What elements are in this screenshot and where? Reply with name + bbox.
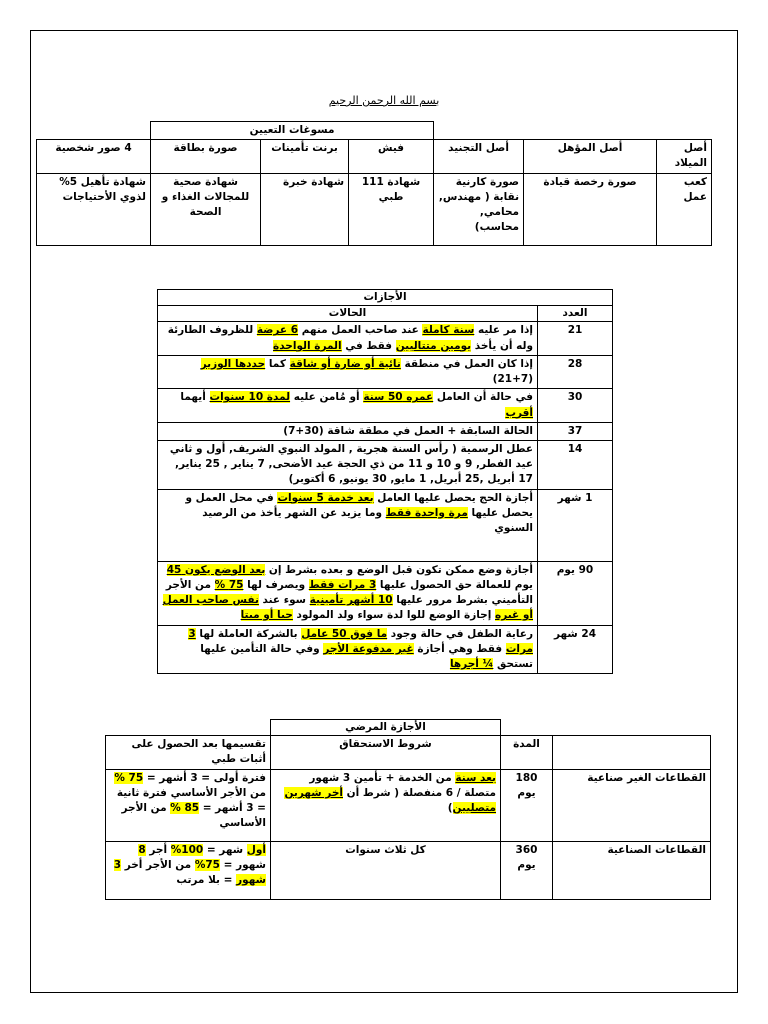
sick-split (106, 841, 271, 899)
text-segment: أو مُامن عليه (290, 391, 364, 404)
leave-row (158, 625, 613, 674)
highlighted-text: يومين متتاليين (395, 339, 472, 352)
highlighted-text: أخر شهرين متصليين (284, 786, 496, 815)
highlighted-text: 75 % (214, 578, 244, 591)
leave-row (158, 389, 613, 422)
leave-count: 30 (538, 389, 613, 422)
doc-cell: صورة كارنية نقابة ( مهندس, محامي, محاسب) (434, 173, 524, 245)
highlighted-text: 8 (138, 843, 146, 856)
leave-description (158, 322, 538, 355)
text-segment: من الأجر أخر (121, 858, 195, 871)
text-segment: رعاية الطفل في حالة وجود (387, 627, 533, 640)
highlighted-text: المرة الواحدة (273, 339, 342, 352)
text-segment: للظروف الطارئة وله أن يأخذ (167, 324, 533, 352)
sick-leave-table (105, 719, 711, 900)
doc-cell: شهادة تأهيل 5% لذوي الأحتياجات (37, 173, 151, 245)
leave-description (158, 625, 538, 674)
text-segment: أجازة وضع ممكن تكون قبل الوضع و بعده بشرط إن (265, 563, 533, 576)
highlighted-text: 6 عرضة (256, 324, 299, 337)
leave-description (158, 489, 538, 561)
doc-cell: شهادة خبرة (261, 173, 349, 245)
doc-cell: 4 صور شخصية (37, 140, 151, 173)
leave-row (158, 422, 613, 440)
leave-row (158, 322, 613, 355)
sick-terms (271, 841, 501, 899)
highlighted-text: بعد خدمة 5 سنوات (277, 491, 374, 504)
text-segment: ويصرف لها (243, 578, 309, 591)
text-segment: بالشركة العاملة لها (195, 627, 302, 640)
text-segment: الحالة السابقة + العمل في مطقة شاقة (30+7) (283, 424, 533, 437)
sick-terms (271, 769, 501, 841)
text-segment: كما (265, 357, 290, 370)
highlighted-text: بعد سنة (455, 771, 496, 784)
doc-cell: أصل الميلاد (657, 140, 712, 173)
leave-description (158, 561, 538, 625)
leave-description (158, 355, 538, 388)
leave-description (158, 389, 538, 422)
appointment-row-certificates (37, 173, 712, 245)
doc-cell: فيش (349, 140, 434, 173)
doc-cell: صورة بطاقة (151, 140, 261, 173)
doc-cell: كعب عمل (657, 173, 712, 245)
highlighted-text: 75% (194, 858, 220, 871)
text-segment: وفي حالة التأمين عليها تستحق (200, 642, 533, 670)
highlighted-text: ¼ أجرها (449, 657, 494, 670)
text-segment: في حالة أن العامل (433, 391, 533, 404)
text-segment: إجازة الوضع للوا لدة سواء ولد المولود (292, 609, 496, 622)
leave-count: 1 شهر (538, 489, 613, 561)
highlighted-text: عمره 50 سنة (363, 391, 434, 404)
leave-count: 21 (538, 322, 613, 355)
text-segment: ) (447, 802, 453, 815)
leave-row (158, 561, 613, 625)
highlighted-text: سنة كاملة (422, 324, 475, 337)
leave-count: 14 (538, 440, 613, 489)
text-segment: أجر (145, 843, 171, 856)
highlighted-text: لمدة 10 سنوات (209, 391, 291, 404)
text-segment: من الأجر التأميني بشرط مرور عليها (165, 578, 533, 607)
sick-period-header: المدة (501, 736, 553, 769)
doc-cell: شهادة صحية للمجالات الغذاء و الصحة (151, 173, 261, 245)
leaves-table (157, 289, 613, 674)
text-segment: من الأجر الأساسي فترة ثانية = 3 أشهر = (116, 786, 266, 815)
leaves-title: الأجازات (158, 290, 613, 306)
text-segment: سوء عند (258, 594, 310, 607)
highlighted-text: ما فوق 50 عامل (301, 627, 388, 640)
appointment-row-originals (37, 140, 712, 173)
highlighted-text: أقرب (505, 406, 533, 419)
text-segment: عطل الرسمية ( رأس السنة هجرية , المولد النبوي الشريف, أول و ثاني عيد الفطر, 9 و 10 و 11 من ذي الحجة عيد الأضحى, 7 يناير , 25 يناير, 17 أبريل ,25 أبريل, 1 مايو, 30 يونيو, 6 أكتوبر) (169, 442, 533, 486)
leaves-count-header: العدد (538, 306, 613, 322)
leave-row (158, 489, 613, 561)
sick-sector: القطاعات الغير صناعية (553, 769, 711, 841)
leaves-cases-header: الحالات (158, 306, 538, 322)
highlighted-text: حددها الوزير (200, 357, 266, 370)
sick-sector: القطاعات الصناعية (553, 841, 711, 899)
appointment-documents-table (36, 121, 712, 246)
sick-split (106, 769, 271, 841)
sick-period: 360 يوم (501, 841, 553, 899)
highlighted-text: مرة واحدة فقط (385, 506, 468, 519)
sick-row (106, 841, 711, 899)
text-segment: في محل العمل و يحصل عليها (185, 491, 533, 519)
text-segment: إذا مر عليه (474, 324, 533, 337)
leave-row (158, 440, 613, 489)
highlighted-text: 3 مرات (188, 627, 533, 655)
highlighted-text: 85 % (170, 802, 200, 815)
highlighted-text: 10 أشهر تأمينية (309, 594, 393, 607)
text-segment: عند صاحب العمل منهم (298, 324, 423, 337)
highlighted-text: حيا أو ميتا (240, 609, 293, 622)
leave-count: 90 يوم (538, 561, 613, 625)
doc-cell: برنت تأمينات (261, 140, 349, 173)
leave-count: 24 شهر (538, 625, 613, 674)
text-segment: فترة أولى = 3 أشهر = (143, 771, 266, 784)
highlighted-text: أول (246, 843, 266, 856)
leave-row (158, 355, 613, 388)
sick-title: الأجازة المرضي (271, 720, 501, 736)
leave-count: 37 (538, 422, 613, 440)
text-segment: وما يزيد عن الشهر يأخذ من الرصيد السنوي (202, 506, 533, 535)
doc-cell: صورة رخصة قيادة (524, 173, 657, 245)
appointment-title: مسوغات التعيين (151, 122, 434, 140)
sick-split-header: تقسيمها بعد الحصول على أثبات طبي (106, 736, 271, 769)
doc-cell: أصل التجنيد (434, 140, 524, 173)
sick-terms-header: شروط الاستحقاق (271, 736, 501, 769)
leave-count: 28 (538, 355, 613, 388)
text-segment: أجازة الحج يحصل عليها العامل (373, 491, 533, 504)
highlighted-text: نائية أو ضارة أو شاقة (289, 357, 401, 370)
text-segment: يوم للعمالة حق الحصول عليها (376, 578, 533, 591)
highlighted-text: 3 شهور (113, 858, 266, 887)
highlighted-text: 100% (170, 843, 204, 856)
text-segment: من الأجر الأساسي (121, 802, 266, 830)
text-segment: شهر = (203, 843, 247, 856)
sick-row (106, 769, 711, 841)
basmala-heading: بسم الله الرحمن الرحيم (328, 94, 440, 107)
text-segment: أيهما (180, 391, 210, 404)
text-segment: كل ثلاث سنوات (345, 843, 426, 856)
highlighted-text: نفس صاحب العمل أو غيره (162, 594, 533, 622)
text-segment: فقط في (341, 339, 396, 352)
text-segment: فقط وهي أجازة (413, 642, 506, 655)
highlighted-text: 75 % (114, 771, 144, 784)
text-segment: شهور = (220, 858, 266, 871)
highlighted-text: 3 مرات فقط (308, 578, 377, 591)
leave-description (158, 422, 538, 440)
text-segment: إذا كان العمل في منطقة (400, 357, 533, 370)
text-segment: (7+21) (492, 373, 533, 386)
highlighted-text: بعد الوضع يكون 45 (166, 563, 266, 576)
highlighted-text: غير مدفوعة الأجر (323, 642, 414, 655)
doc-cell: شهادة 111 طبي (349, 173, 434, 245)
text-segment: = بلا مرتب (176, 874, 237, 887)
leave-description (158, 440, 538, 489)
sick-period: 180 يوم (501, 769, 553, 841)
doc-cell: أصل المؤهل (524, 140, 657, 173)
text-segment: من الخدمة + تأمين 3 شهور متصلة / 6 منفصلة ( شرط أن (309, 771, 496, 799)
